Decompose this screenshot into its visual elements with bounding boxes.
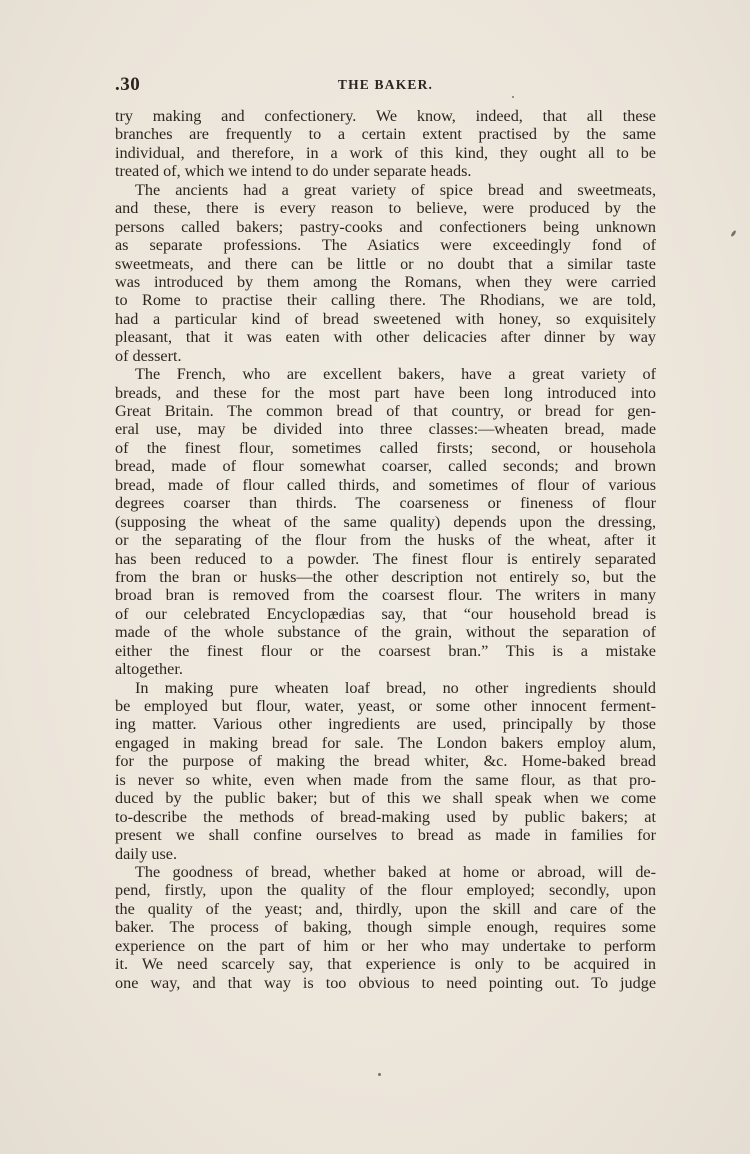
text-line: to-describe the methods of bread-making used by public bakers; at bbox=[115, 807, 656, 826]
text-line: engaged in making bread for sale. The London bakers employ alum, bbox=[115, 733, 656, 752]
paragraph bbox=[115, 181, 656, 365]
text-line: individual, and therefore, in a work of this kind, they ought all to be bbox=[115, 143, 656, 162]
text-line: experience on the part of him or her who may undertake to perform bbox=[115, 936, 656, 955]
text-line: The French, who are excellent bakers, have a great variety of bbox=[135, 365, 656, 384]
text-line: altogether. bbox=[115, 660, 183, 679]
text-line: In making pure wheaten loaf bread, no other ingredients should bbox=[135, 678, 656, 697]
text-line: (supposing the wheat of the same quality) depends upon the dressing, bbox=[115, 512, 656, 531]
paragraph bbox=[115, 863, 656, 992]
paper-speck bbox=[512, 96, 514, 98]
text-line: for the purpose of making the bread whiter, &c. Home-baked bread bbox=[115, 752, 656, 771]
page-number: .30 bbox=[115, 74, 141, 95]
text-line: broad bran is removed from the coarsest flour. The writers in many bbox=[115, 586, 656, 605]
text-line: as separate professions. The Asiatics were exceedingly fond of bbox=[115, 236, 656, 255]
text-line: of the finest flour, sometimes called firsts; second, or househola bbox=[115, 438, 656, 457]
paragraph bbox=[115, 107, 656, 181]
text-line: Great Britain. The common bread of that country, or bread for gen- bbox=[115, 402, 656, 420]
text-line: made of the whole substance of the grain, without the separation of bbox=[115, 623, 656, 642]
text-line: branches are frequently to a certain extent practised by the same bbox=[115, 125, 656, 144]
text-line: eral use, may be divided into three classes:—wheaten bread, made bbox=[115, 420, 656, 439]
text-line: it. We need scarcely say, that experience is only to be acquired in bbox=[115, 955, 656, 974]
body-text bbox=[115, 107, 656, 992]
text-line: is never so white, even when made from the same flour, as that pro- bbox=[115, 770, 656, 789]
paragraph bbox=[115, 679, 656, 863]
text-line: breads, and these for the most part have been long introduced into bbox=[115, 383, 656, 402]
text-line: persons called bakers; pastry-cooks and confectioners being unknown bbox=[115, 217, 656, 236]
text-line: daily use. bbox=[115, 844, 178, 863]
text-line: ing matter. Various other ingredients are used, principally by those bbox=[115, 715, 656, 734]
text-line: of dessert. bbox=[115, 346, 182, 365]
text-line: or the separating of the flour from the husks of the wheat, after it bbox=[115, 531, 656, 550]
text-line: and these, there is every reason to believe, were produced by the bbox=[115, 199, 656, 218]
text-line: present we shall confine ourselves to bread as made in families for bbox=[115, 826, 656, 845]
text-line: be employed but flour, water, yeast, or some other innocent ferment- bbox=[115, 697, 656, 715]
page-header bbox=[115, 74, 656, 98]
text-line: degrees coarser than thirds. The coarseness or fineness of flour bbox=[115, 494, 656, 513]
text-line: try making and confectionery. We know, indeed, that all these bbox=[115, 107, 656, 125]
text-line: The ancients had a great variety of spice bread and sweetmeats, bbox=[135, 180, 656, 199]
text-line: pend, firstly, upon the quality of the flour employed; secondly, upon bbox=[115, 881, 656, 900]
text-line: pleasant, that it was eaten with other delicacies after dinner by way bbox=[115, 328, 656, 347]
text-line: one way, and that way is too obvious to need pointing out. To judge bbox=[115, 973, 656, 992]
paper-speck bbox=[730, 230, 736, 237]
text-line: to Rome to practise their calling there. The Rhodians, we are told, bbox=[115, 291, 656, 310]
text-line: from the bran or husks—the other description not entirely so, but the bbox=[115, 567, 656, 586]
text-line: bread, made of flour somewhat coarser, called seconds; and brown bbox=[115, 457, 656, 476]
text-line: the quality of the yeast; and, thirdly, upon the skill and care of the bbox=[115, 899, 656, 918]
text-line: was introduced by them among the Romans, when they were carried bbox=[115, 272, 656, 291]
text-line: of our celebrated Encyclopædias say, that “our household bread is bbox=[115, 604, 656, 623]
text-line: had a particular kind of bread sweetened with honey, so exquisitely bbox=[115, 309, 656, 328]
running-head: THE BAKER. bbox=[337, 77, 434, 92]
paper-speck bbox=[378, 1073, 381, 1076]
text-line: treated of, which we intend to do under separate heads. bbox=[115, 162, 472, 181]
paragraph bbox=[115, 365, 656, 678]
text-line: The goodness of bread, whether baked at home or abroad, will de- bbox=[135, 862, 656, 881]
text-line: bread, made of flour called thirds, and sometimes of flour of various bbox=[115, 475, 656, 494]
text-line: baker. The process of baking, though simple enough, requires some bbox=[115, 918, 656, 937]
text-line: duced by the public baker; but of this we shall speak when we come bbox=[115, 789, 656, 808]
text-line: has been reduced to a powder. The finest flour is entirely separated bbox=[115, 549, 656, 568]
text-line: either the finest flour or the coarsest bran.” This is a mistake bbox=[115, 641, 656, 660]
text-line: sweetmeats, and there can be little or no doubt that a similar taste bbox=[115, 254, 656, 273]
